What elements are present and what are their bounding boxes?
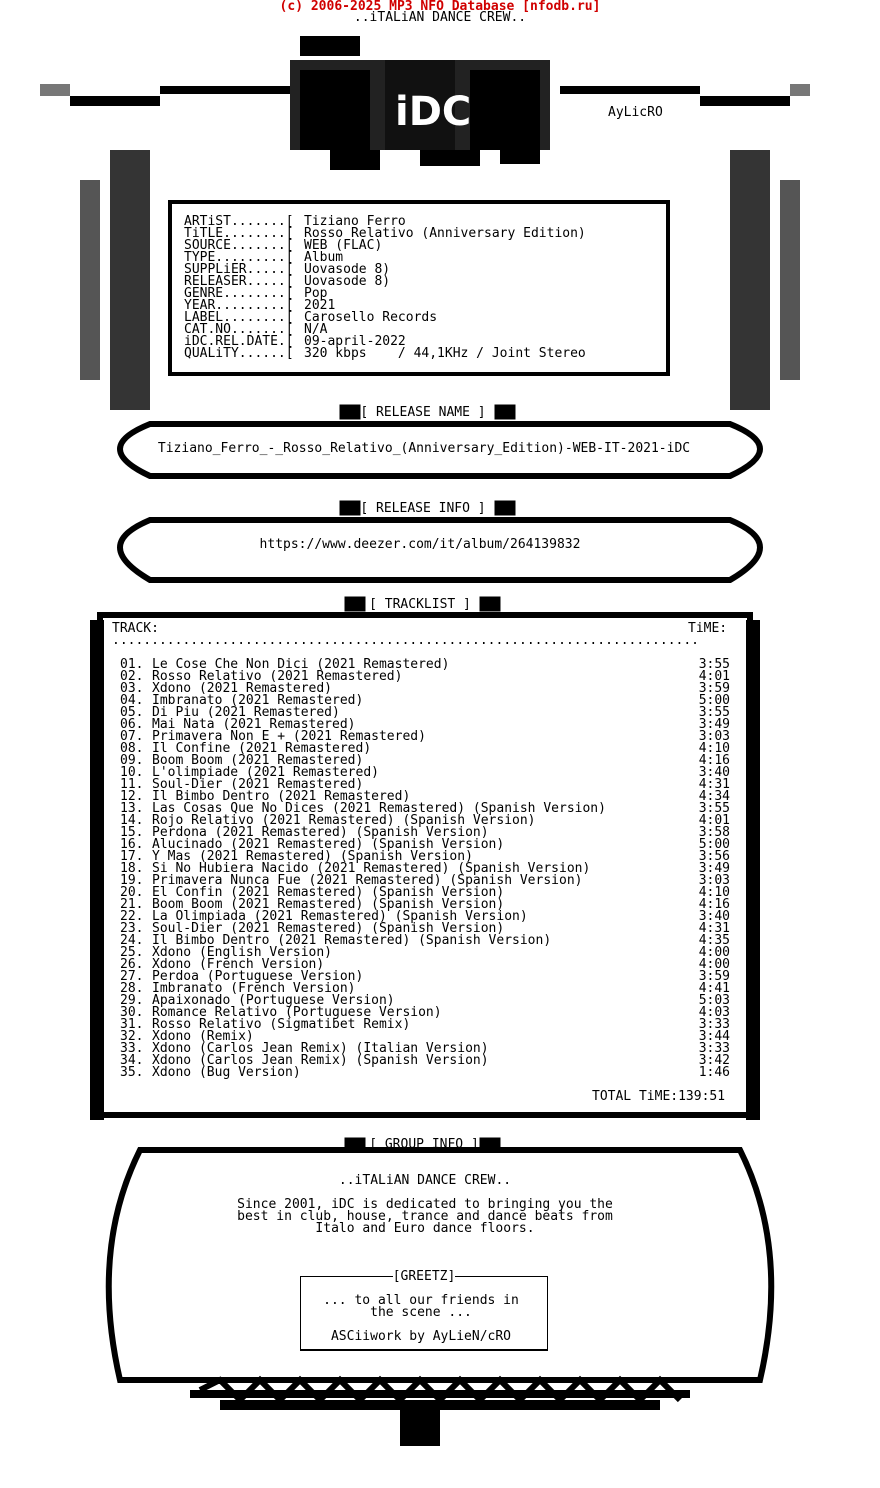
info-key: LABEL........[ [184, 310, 294, 325]
track-title: Imbranato (French Version) [152, 981, 356, 996]
tracklist-divider: ........................................................................... [112, 635, 699, 647]
info-value: WEB (FLAC) [304, 238, 383, 253]
track-title: Mai Nata (2021 Remastered) [152, 717, 356, 732]
track-duration: 3:55 [698, 801, 730, 816]
track-duration: 3:59 [698, 969, 730, 984]
track-title: Xdono (Remix) [152, 1029, 254, 1044]
track-title: Primavera Non E + (2021 Remastered) [152, 729, 426, 744]
track-number: 06. [120, 717, 144, 732]
track-title: El Confin (2021 Remastered) (Spanish Version) [152, 885, 505, 900]
track-title: Xdono (English Version) [152, 945, 333, 960]
logo-text: iDC [395, 89, 472, 135]
track-title: Boom Boom (2021 Remastered) [152, 753, 364, 768]
info-key: RELEASER.....[ [184, 274, 294, 289]
info-row [184, 348, 586, 360]
info-value: Uovasode 8) [304, 274, 391, 289]
track-number: 31. [120, 1017, 144, 1032]
track-title: Y Mas (2021 Remastered) (Spanish Version) [152, 849, 473, 864]
info-value: Rosso Relativo (Anniversary Edition) [304, 226, 586, 241]
track-duration: 3:33 [698, 1041, 730, 1056]
info-value: Pop [304, 286, 328, 301]
info-value: 09-april-2022 [304, 334, 406, 349]
bottom-zigzag-art [190, 1380, 690, 1446]
group-text-2: best in club, house, trance and dance beats from [237, 1209, 613, 1224]
track-number: 16. [120, 837, 144, 852]
group-info-header: [ GROUP INFO ] [369, 1137, 479, 1152]
track-duration: 3:42 [698, 1053, 730, 1068]
track-number: 17. [120, 849, 144, 864]
track-number: 04. [120, 693, 144, 708]
track-duration: 4:00 [698, 957, 730, 972]
track-duration: 3:55 [698, 657, 730, 672]
info-key: TYPE.........[ [184, 250, 294, 265]
track-title: Rosso Relativo (2021 Remastered) [152, 669, 403, 684]
track-duration: 3:55 [698, 705, 730, 720]
track-number: 32. [120, 1029, 144, 1044]
track-number: 19. [120, 873, 144, 888]
track-title: Le Cose Che Non Dici (2021 Remastered) [152, 657, 450, 672]
release-url[interactable]: https://www.deezer.com/it/album/264139832 [259, 537, 581, 552]
track-number: 33. [120, 1041, 144, 1056]
track-title: Perdona (2021 Remastered) (Spanish Version) [152, 825, 489, 840]
nfodb-credit[interactable]: (c) 2006-2025 MP3 NFO Database [nfodb.ru] [279, 0, 601, 14]
track-title: Apaixonado (Portuguese Version) [152, 993, 395, 1008]
ascii-credit: ASCiiwork by AyLieN/cRO [330, 1329, 511, 1344]
track-duration: 4:41 [698, 981, 730, 996]
track-title: Il Confine (2021 Remastered) [152, 741, 372, 756]
track-title: Xdono (2021 Remastered) [152, 681, 333, 696]
track-duration: 3:40 [698, 909, 730, 924]
track-duration: 4:03 [698, 1005, 730, 1020]
track-number: 21. [120, 897, 144, 912]
track-duration: 4:31 [698, 921, 730, 936]
track-number: 02. [120, 669, 144, 684]
track-title: Imbranato (2021 Remastered) [152, 693, 364, 708]
track-number: 20. [120, 885, 144, 900]
track-title: Xdono (Carlos Jean Remix) (Italian Version) [152, 1041, 489, 1056]
info-key: CAT.NO.......[ [184, 322, 294, 337]
track-title: La Olimpiada (2021 Remastered) (Spanish Version) [152, 909, 528, 924]
greetz-header-label: [GREETZ] [392, 1269, 456, 1284]
track-number: 03. [120, 681, 144, 696]
track-number: 29. [120, 993, 144, 1008]
track-title: Il Bimbo Dentro (2021 Remastered) (Spanish Version) [152, 933, 552, 948]
track-title: Las Cosas Que No Dices (2021 Remastered) (Spanish Version) [152, 801, 606, 816]
track-duration: 4:16 [698, 897, 730, 912]
track-duration: 4:34 [698, 789, 730, 804]
info-key: SOURCE.......[ [184, 238, 294, 253]
track-column-label: TRACK: [112, 621, 159, 636]
track-number: 22. [120, 909, 144, 924]
track-duration: 1:46 [698, 1065, 730, 1080]
track-duration: 3:58 [698, 825, 730, 840]
track-duration: 3:03 [698, 873, 730, 888]
release-name: Tiziano_Ferro_-_Rosso_Relativo_(Anniversary_Edition)-WEB-IT-2021-iDC [157, 441, 691, 456]
info-value: N/A [304, 322, 328, 337]
track-duration: 4:10 [698, 885, 730, 900]
group-text-1: Since 2001, iDC is dedicated to bringing you the [237, 1197, 613, 1212]
track-title: Boom Boom (2021 Remastered) (Spanish Version) [152, 897, 505, 912]
info-list [184, 216, 586, 360]
track-number: 23. [120, 921, 144, 936]
track-title: Rosso Relativo (Sigmatibet Remix) [152, 1017, 411, 1032]
info-key: TiTLE........[ [184, 226, 294, 241]
greetz-line-2: the scene ... [370, 1305, 472, 1320]
track-duration: 5:00 [698, 837, 730, 852]
track-number: 27. [120, 969, 144, 984]
track-title: Rojo Relativo (2021 Remastered) (Spanish Version) [152, 813, 536, 828]
track-duration: 4:01 [698, 813, 730, 828]
track-duration: 3:03 [698, 729, 730, 744]
info-value: Album [304, 250, 344, 265]
track-number: 25. [120, 945, 144, 960]
track-title: Primavera Nunca Fue (2021 Remastered) (Spanish Version) [152, 873, 583, 888]
track-number: 18. [120, 861, 144, 876]
track-number: 13. [120, 801, 144, 816]
group-crew: ..iTALiAN DANCE CREW.. [338, 1173, 512, 1188]
track-number: 11. [120, 777, 144, 792]
track-row [120, 1067, 730, 1079]
track-number: 14. [120, 813, 144, 828]
track-number: 30. [120, 1005, 144, 1020]
info-key: iDC.REL.DATE.[ [184, 334, 294, 349]
info-key: QUALiTY......[ [184, 346, 294, 361]
track-number: 28. [120, 981, 144, 996]
info-value: 2021 [304, 298, 336, 313]
track-duration: 4:16 [698, 753, 730, 768]
track-number: 35. [120, 1065, 144, 1080]
info-value: Tiziano Ferro [304, 214, 406, 229]
track-duration: 3:33 [698, 1017, 730, 1032]
track-duration: 3:44 [698, 1029, 730, 1044]
track-number: 07. [120, 729, 144, 744]
track-number: 08. [120, 741, 144, 756]
info-value: 320 kbps / 44,1KHz / Joint Stereo [304, 346, 586, 361]
track-list [120, 659, 730, 1079]
track-number: 26. [120, 957, 144, 972]
info-key: YEAR.........[ [184, 298, 294, 313]
track-title: Il Bimbo Dentro (2021 Remastered) [152, 789, 411, 804]
track-number: 34. [120, 1053, 144, 1068]
tracklist-header: [ TRACKLIST ] [369, 597, 471, 612]
info-key: SUPPLiER.....[ [184, 262, 294, 277]
track-number: 09. [120, 753, 144, 768]
track-duration: 4:10 [698, 741, 730, 756]
track-duration: 5:00 [698, 693, 730, 708]
track-number: 12. [120, 789, 144, 804]
track-title: Romance Relativo (Portuguese Version) [152, 1005, 442, 1020]
track-duration: 4:31 [698, 777, 730, 792]
track-title: Soul-Dier (2021 Remastered) (Spanish Version) [152, 921, 505, 936]
info-value: Carosello Records [304, 310, 438, 325]
track-title: Si No Hubiera Nacido (2021 Remastered) (Spanish Version) [152, 861, 591, 876]
track-duration: 3:49 [698, 861, 730, 876]
track-number: 24. [120, 933, 144, 948]
track-title: Xdono (Bug Version) [152, 1065, 301, 1080]
track-duration: 3:59 [698, 681, 730, 696]
info-value: Uovasode 8) [304, 262, 391, 277]
track-title: L'olimpiade (2021 Remastered) [152, 765, 379, 780]
group-text-3: Italo and Euro dance floors. [315, 1221, 535, 1236]
track-number: 01. [120, 657, 144, 672]
info-key: GENRE........[ [184, 286, 294, 301]
track-duration: 4:00 [698, 945, 730, 960]
greetz-line-1: ... to all our friends in [323, 1293, 519, 1308]
track-number: 10. [120, 765, 144, 780]
track-duration: 4:35 [698, 933, 730, 948]
release-info-header: [ RELEASE INFO ] [360, 501, 486, 516]
greetz-header [300, 1271, 548, 1283]
track-duration: 4:01 [698, 669, 730, 684]
time-column-label: TiME: [688, 621, 728, 636]
crew-header: ..iTALiAN DANCE CREW.. [353, 10, 527, 25]
track-title: Alucinado (2021 Remastered) (Spanish Version) [152, 837, 505, 852]
track-duration: 5:03 [698, 993, 730, 1008]
track-title: Soul-Dier (2021 Remastered) [152, 777, 364, 792]
track-title: Di Piu (2021 Remastered) [152, 705, 340, 720]
logo-artist: AyLicRO [608, 105, 663, 120]
track-title: Perdoa (Portuguese Version) [152, 969, 364, 984]
track-duration: 3:56 [698, 849, 730, 864]
track-duration: 3:40 [698, 765, 730, 780]
track-number: 15. [120, 825, 144, 840]
release-name-header: [ RELEASE NAME ] [360, 405, 486, 420]
total-time: TOTAL TiME:139:51 [592, 1089, 726, 1104]
track-title: Xdono (French Version) [152, 957, 325, 972]
info-key: ARTiST.......[ [184, 214, 294, 229]
track-duration: 3:49 [698, 717, 730, 732]
track-number: 05. [120, 705, 144, 720]
track-title: Xdono (Carlos Jean Remix) (Spanish Version) [152, 1053, 489, 1068]
